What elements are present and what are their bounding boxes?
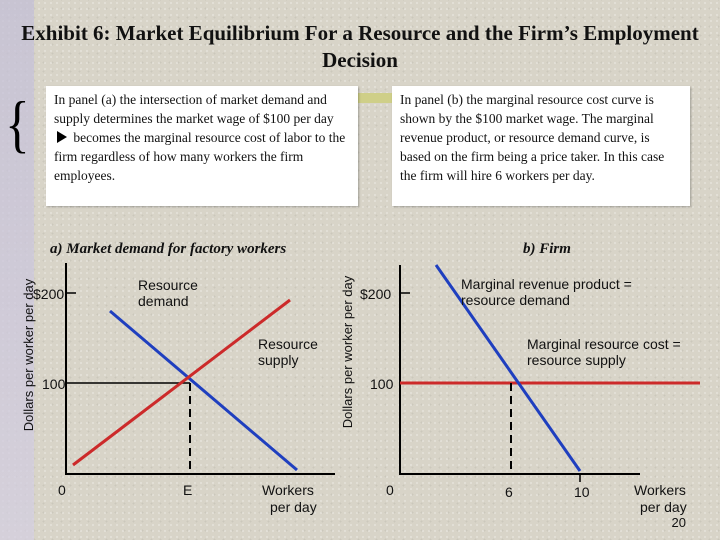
panel-a-ylabel: Dollars per worker per day (21, 278, 36, 432)
panel-b-mrc-label (527, 336, 685, 368)
panel-b-mrp-label-line1: Marginal revenue product = (461, 276, 632, 292)
panel-b-mrp-label (461, 276, 636, 308)
panel-a-xtick-e: E (183, 482, 193, 498)
panel-a-ytick-100: 100 (42, 376, 66, 392)
panel-a-supply-label (258, 336, 322, 368)
panel-a-supply-label-line2: supply (258, 352, 299, 368)
panel-a-note-text-2: becomes the marginal resource cost of labor to the firm regardless of how many workers the firm employees. (54, 130, 346, 183)
panel-b-xlabel (634, 482, 690, 515)
panel-b-ytick-200: $200 (360, 286, 392, 302)
panel-b-note: In panel (b) the marginal resource cost curve is shown by the $100 market wage. The marginal revenue product, or resource demand curve, is based on the firm being a price taker. In this case the firm will hire 6 workers per day. (392, 86, 690, 206)
panel-b-ytick-100: 100 (370, 376, 394, 392)
panel-b-mrc-label-line1: Marginal resource cost = (527, 336, 681, 352)
panel-a-demand-label-line1: Resource (138, 277, 198, 293)
panel-b-xtick-10: 10 (574, 484, 590, 500)
panel-a-demand-label-line2: demand (138, 293, 189, 309)
panel-a-demand-curve (110, 311, 297, 470)
panel-a-chart (21, 241, 335, 515)
panel-a-note-text-1: In panel (a) the intersection of market demand and supply determines the market wage of $100 per day (54, 92, 334, 126)
panel-a-supply-label-line1: Resource (258, 336, 318, 352)
panel-b-ylabel: Dollars per worker per day (340, 275, 355, 429)
panel-b-title: b) Firm (523, 241, 571, 257)
panel-b-mrp-label-line2: resource demand (461, 292, 570, 308)
panel-a-ytick-200: $200 (33, 286, 65, 302)
panel-a-demand-label (138, 277, 202, 309)
page-title: Exhibit 6: Market Equilibrium For a Resource and the Firm’s Employment Decision (21, 21, 699, 72)
panel-a-xlabel-line1: Workers (262, 482, 314, 498)
panel-a-xlabel-line2: per day (270, 499, 317, 515)
panel-b-mrc-label-line2: resource supply (527, 352, 626, 368)
panel-a-xtick-0: 0 (58, 482, 66, 498)
brace-icon: { (5, 88, 30, 159)
panel-b-xtick-6: 6 (505, 484, 513, 500)
panel-b-xlabel-line1: Workers (634, 482, 686, 498)
panel-a-title: a) Market demand for factory workers (50, 241, 287, 257)
page-number: 20 (671, 515, 686, 530)
panel-b-chart (340, 241, 700, 515)
panel-b-xtick-0: 0 (386, 482, 394, 498)
panel-a-xlabel (262, 482, 318, 515)
panel-b-xlabel-line2: per day (640, 499, 687, 515)
